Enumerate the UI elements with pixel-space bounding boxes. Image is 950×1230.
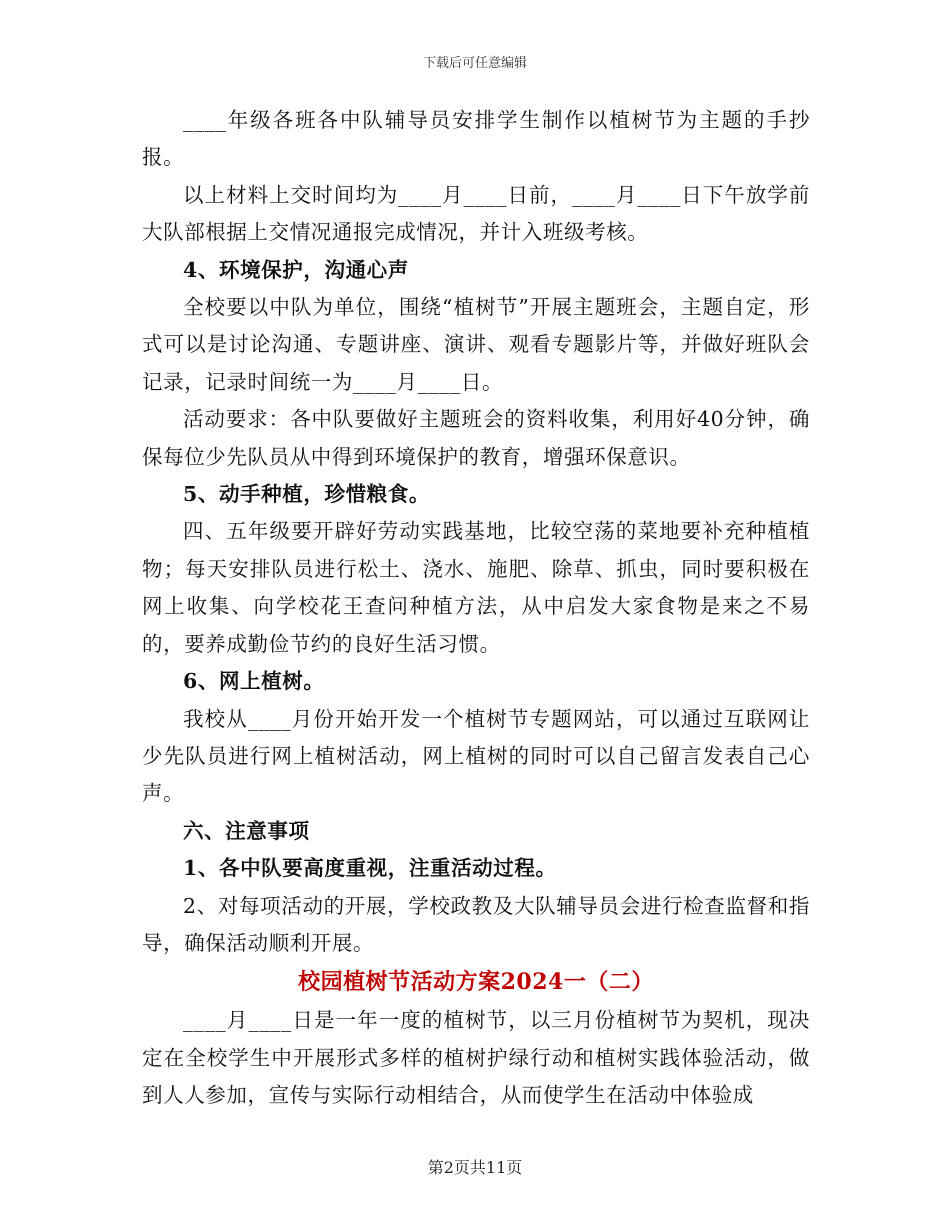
page-header: 下载后可任意编辑 [422,56,527,71]
paragraph-submission-deadline: 以上材料上交时间均为____月____日前，____月____日下午放学前大队部根据上交情况通报完成情况，并计入班级考核。 [142,182,810,245]
paragraph-tree-planting-website: 我校从____月份开始开发一个植树节专题网站，可以通过互联网让少先队员进行网上植树活动，网上植树的同时可以自己留言发表自己心声。 [142,706,810,806]
heading-precautions: 六、注意事项 [183,818,310,843]
paragraph-handmade-newspaper: ____年级各班各中队辅导员安排学生制作以植树节为主题的手抄报。 [142,108,810,170]
page-footer: 第2页共11页 [427,1158,523,1177]
heading-precaution-1: 1、各中队要高度重视，注重活动过程。 [183,856,557,881]
paragraph-arbor-day-intro: ____月____日是一年一度的植树节，以三月份植树节为契机，现决定在全校学生中开展形式多样的植树护绿行动和植树实践体验活动，做到人人参加，宣传与实际行动相结合，从而使学生在活动中体验成 [142,1008,810,1108]
paragraph-precaution-2: 2、对每项活动的开展，学校政教及大队辅导员会进行检查监督和指导，确保活动顺利开展。 [142,893,810,955]
heading-hands-on-planting: 5、动手种植，珍惜粮食。 [183,482,430,507]
section-title: 校园植树节活动方案2024一（二） [298,969,654,996]
heading-online-tree-planting: 6、网上植树。 [183,669,325,694]
paragraph-activity-requirements: 活动要求：各中队要做好主题班会的资料收集，利用好40分钟，确保每位少先队员从中得到环境保护的教育，增强环保意识。 [142,407,810,469]
paragraph-labor-practice-base: 四、五年级要开辟好劳动实践基地，比较空荡的菜地要补充种植植物；每天安排队员进行松土、浇水、施肥、除草、抓虫，同时要积极在网上收集、向学校花王查问种植方法，从中启发大家食物是来之不易的，要养成勤俭节约的良好生活习惯。 [142,519,810,656]
heading-environment-protection: 4、环境保护，沟通心声 [183,257,409,282]
paragraph-theme-class-meeting: 全校要以中队为单位，围绕“植树节”开展主题班会，主题自定，形式可以是讨论沟通、专题讲座、演讲、观看专题影片等，并做好班队会记录，记录时间统一为____月____日。 [142,295,810,394]
document-body [142,102,810,1115]
